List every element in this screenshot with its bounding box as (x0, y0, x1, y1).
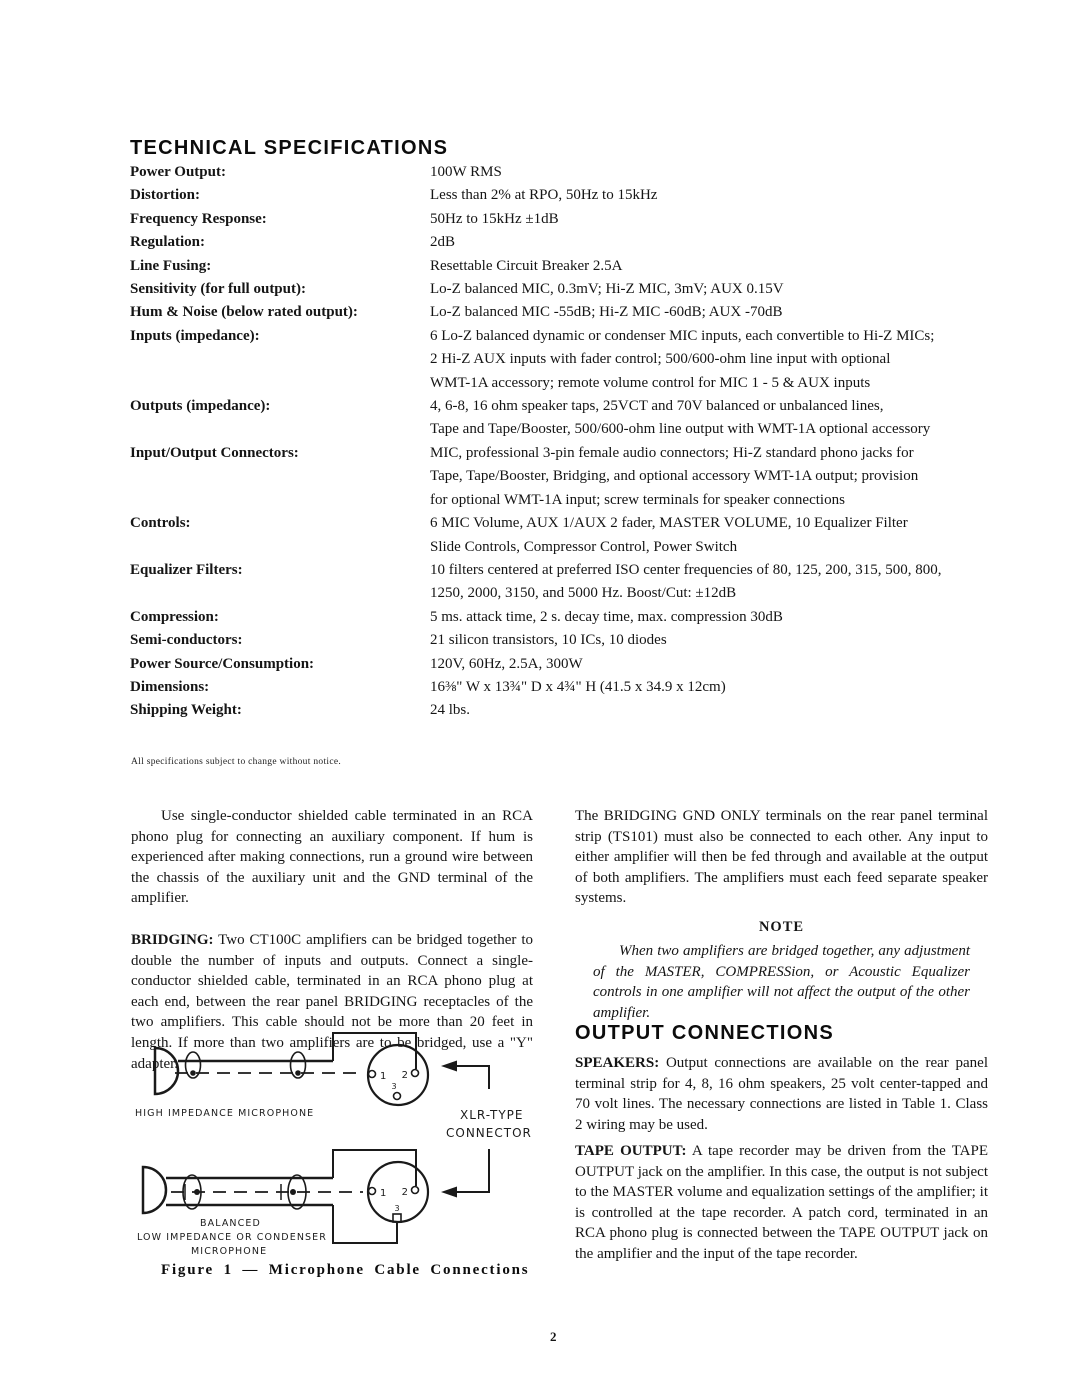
spec-row (130, 278, 1002, 301)
spec-row (130, 699, 1002, 722)
solder-dot (295, 1070, 301, 1076)
spec-value: 50Hz to 15kHz ±1dB (430, 210, 559, 227)
spec-value: 120V, 60Hz, 2.5A, 300W (430, 655, 583, 672)
low-impedance-label: LOW IMPEDANCE OR CONDENSER (137, 1232, 327, 1243)
spec-row (130, 512, 1002, 559)
specs-footnote: All specifications subject to change without notice. (131, 757, 342, 767)
note-paragraph: When two amplifiers are bridged together, any adjustment of the MASTER, COMPRESSion, or Acoustic Equalizer controls in one amplifier will not affect the output of the other amplifier. (593, 943, 970, 1021)
bridging-lead: BRIDGING: (131, 931, 214, 948)
spec-label: Frequency Response: (130, 210, 267, 227)
spec-row (130, 208, 1002, 231)
spec-value: 16⅜" W x 13¾" D x 4¾" H (41.5 x 34.9 x 12cm) (430, 678, 726, 695)
spec-row (130, 161, 1002, 184)
tape-text: A tape recorder may be driven from the TAPE OUTPUT jack on the amplifier. In this case, the output is not subject to the MASTER volume and equalization settings of the amplifier; it is controlled at the tape recorder. A patch cord, terminated in an RCA phono plug is connected between the TAPE OUTPUT jack on the amplifier and the input of the tape recorder. (575, 1143, 989, 1262)
pin-3 (394, 1093, 401, 1100)
pin-1 (369, 1071, 376, 1078)
spec-label: Shipping Weight: (130, 702, 242, 719)
pin-1-label: 1 (380, 1071, 387, 1082)
spec-value: Lo-Z balanced MIC, 0.3mV; Hi-Z MIC, 3mV; AUX 0.15V (430, 281, 784, 298)
microphone-shape (155, 1048, 178, 1094)
gnd-paragraph: The BRIDGING GND ONLY terminals on the rear panel terminal strip (TS101) must also be connected to each other. Any input to either amplifier will then be fed through and available at the output of both amplifiers. The amplifiers must each feed separate speaker systems. (575, 808, 988, 907)
spec-label: Equalizer Filters: (130, 561, 243, 578)
spec-label: Power Output: (130, 164, 226, 180)
pin-2 (412, 1187, 419, 1194)
spec-label: Input/Output Connectors: (130, 444, 299, 461)
mic-cable-diagram (131, 1028, 583, 1258)
figure-caption: Figure 1 — Microphone Cable Connections (161, 1262, 530, 1278)
high-impedance-diagram (155, 1033, 489, 1105)
xlr-connector-circle (368, 1162, 428, 1222)
microphone-label: MICROPHONE (191, 1246, 268, 1257)
spec-value: 24 lbs. (430, 702, 471, 719)
tape-output-paragraph (575, 1141, 988, 1265)
bridging-text: Two CT100C amplifiers can be bridged together to double the number of inputs and outputs. Connect a single-conductor shielded cable, terminated in an RCA phono plug at each end, between the rear panel BRIDGING receptacles of the two amplifiers. This cable should not be more than 20 feet in length. If more than two amplifiers are to be bridged, use a "Y" adapter. (131, 931, 533, 1072)
spec-label: Compression: (130, 608, 219, 625)
speakers-lead: SPEAKERS: (575, 1055, 660, 1071)
spec-row (130, 395, 1002, 442)
tech-specs-heading: TECHNICAL SPECIFICATIONS (130, 137, 449, 159)
spec-row (130, 629, 1002, 652)
spec-label: Dimensions: (130, 678, 210, 695)
spec-row (130, 255, 1002, 278)
balanced-label: BALANCED (200, 1218, 261, 1229)
balanced-low-impedance-diagram (143, 1149, 489, 1243)
spec-label: Power Source/Consumption: (130, 655, 315, 672)
spec-row (130, 301, 1002, 324)
spec-label: Inputs (impedance): (130, 327, 260, 344)
page-number: 2 (550, 1329, 557, 1344)
spec-value: MIC, professional 3-pin female audio connectors; Hi-Z standard phono jacks for Tape, Tape/Booster, Bridging, and optional accessory WMT-1A output; provision for optional WMT-1A input; screw terminals for speaker connections (430, 444, 919, 508)
spec-row (130, 184, 1002, 207)
microphone-shape (143, 1167, 166, 1213)
pin-2-label: 2 (401, 1187, 408, 1198)
spec-row (130, 325, 1002, 395)
solder-dot (290, 1189, 296, 1195)
spec-value: 10 filters centered at preferred ISO center frequencies of 80, 125, 200, 315, 500, 800, 1250, 2000, 3150, and 5000 Hz. Boost/Cut: ±12dB (430, 561, 942, 602)
arrow-left-icon (441, 1061, 457, 1072)
spec-label: Distortion: (130, 187, 200, 204)
pin-3-label: 3 (394, 1204, 400, 1213)
speakers-text: Output connections are available on the rear panel terminal strip for 4, 8, 16 ohm speakers, 25 volt center-tapped and 70 volt lines. The necessary connections are listed in Table 1. Class 2 wiring may be used. (575, 1055, 989, 1133)
tape-lead: TAPE OUTPUT: (575, 1143, 687, 1159)
spec-value: 4, 6-8, 16 ohm speaker taps, 25VCT and 70V balanced or unbalanced lines, Tape and Tape/Booster, 500/600-ohm line output with WMT-1A optional accessory (430, 398, 931, 438)
shield-to-pin3-path (333, 1204, 400, 1243)
shield-to-pin2-path (333, 1033, 416, 1069)
note-heading: NOTE (758, 919, 805, 935)
spec-row (130, 442, 1002, 512)
spec-label: Hum & Noise (below rated output): (130, 304, 358, 321)
spec-value: 100W RMS (430, 164, 502, 180)
pin-1 (369, 1188, 376, 1195)
spec-value: Resettable Circuit Breaker 2.5A (430, 257, 623, 274)
aux-cable-paragraph: Use single-conductor shielded cable terminated in an RCA phono plug for connecting an auxiliary component. If hum is experienced after making connections, run a ground wire between the chassis of the auxiliary unit and the GND terminal of the amplifier. (131, 808, 533, 907)
solder-dot (190, 1070, 196, 1076)
spec-value: 21 silicon transistors, 10 ICs, 10 diodes (430, 632, 667, 649)
spec-list (130, 161, 1002, 723)
spec-label: Semi-conductors: (130, 632, 243, 649)
pin-2 (412, 1070, 419, 1077)
pin-1-label: 1 (380, 1188, 387, 1199)
spec-label: Sensitivity (for full output): (130, 281, 306, 298)
shield-to-pin2-path (333, 1150, 416, 1186)
spec-label: Controls: (130, 515, 191, 532)
output-connections-heading: OUTPUT CONNECTIONS (575, 1022, 834, 1044)
high-impedance-mic-label: HIGH IMPEDANCE MICROPHONE (135, 1108, 315, 1119)
spec-value: Less than 2% at RPO, 50Hz to 15kHz (430, 187, 658, 204)
spec-value: 6 MIC Volume, AUX 1/AUX 2 fader, MASTER VOLUME, 10 Equalizer Filter Slide Controls, Compressor Control, Power Switch (430, 515, 908, 555)
spec-value: Lo-Z balanced MIC -55dB; Hi-Z MIC -60dB; AUX -70dB (430, 304, 783, 321)
spec-value: 2dB (430, 234, 456, 251)
spec-label: Outputs (impedance): (130, 398, 271, 415)
spec-label: Regulation: (130, 234, 205, 251)
connector-label: CONNECTOR (446, 1126, 532, 1140)
spec-row (130, 676, 1002, 699)
xlr-connector-circle (368, 1045, 428, 1105)
spec-row (130, 653, 1002, 676)
spec-row (130, 231, 1002, 254)
spec-value: 6 Lo-Z balanced dynamic or condenser MIC inputs, each convertible to Hi-Z MICs; 2 Hi-Z AUX inputs with fader control; 500/600-ohm line input with optional WMT-1A accessory; remote volume control for MIC 1 - 5 & AUX inputs (430, 327, 935, 391)
pin-3-label: 3 (391, 1082, 397, 1091)
speakers-paragraph (575, 1053, 988, 1135)
figure-1-microphone-cable-connections (131, 1028, 583, 1296)
spec-row (130, 559, 1002, 606)
pointer-line (445, 1149, 489, 1192)
pin-2-label: 2 (401, 1070, 408, 1081)
arrow-left-icon (441, 1187, 457, 1198)
solder-dot (194, 1189, 200, 1195)
xlr-type-label: XLR-TYPE (460, 1108, 524, 1122)
spec-label: Line Fusing: (130, 257, 212, 274)
spec-row (130, 606, 1002, 629)
spec-value: 5 ms. attack time, 2 s. decay time, max. compression 30dB (430, 608, 783, 625)
